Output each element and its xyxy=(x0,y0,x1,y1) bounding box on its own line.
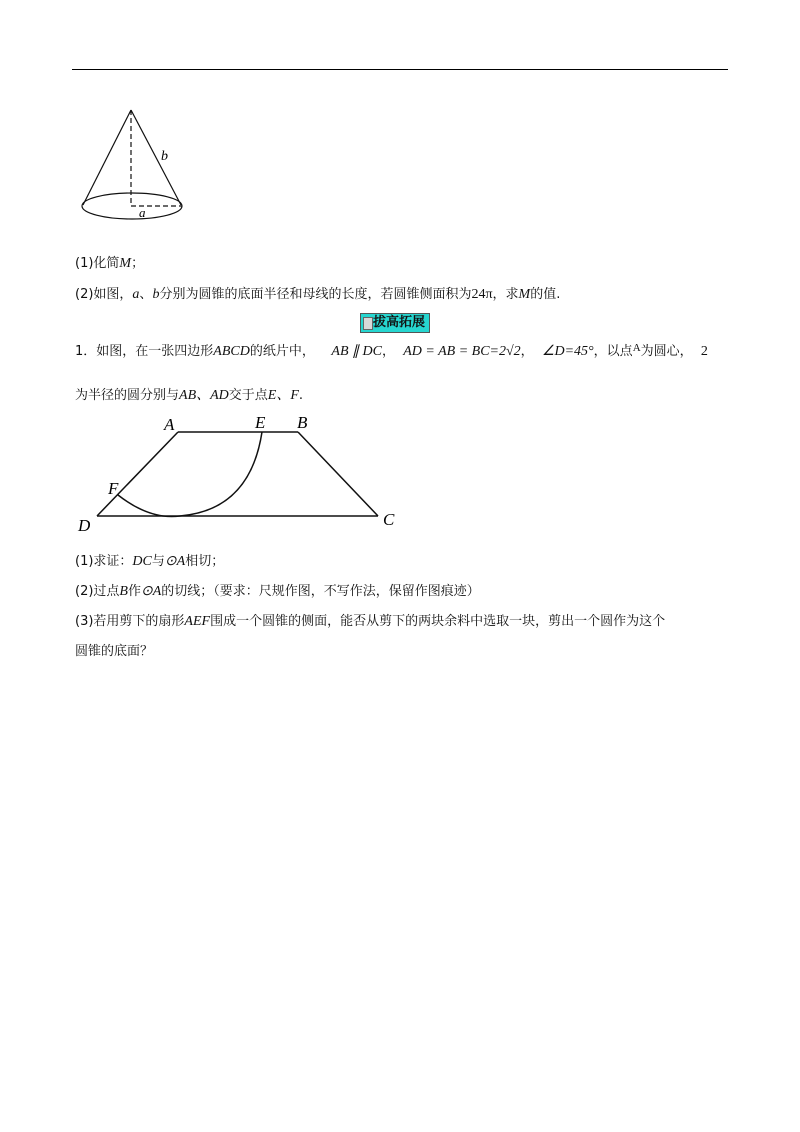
cone-left-edge xyxy=(83,110,131,205)
q1-part-1: (1)求证：DC与⊙A相切； xyxy=(75,554,225,569)
label-F: F xyxy=(108,479,119,498)
q1-line-1: 1．如图，在一张四边形ABCD的纸片中， AB ∥ DC， AD = AB = BC=2√2， ∠D=45°，以点$^A$为圆心， 2 xyxy=(75,342,708,359)
trapezoid-figure xyxy=(70,408,410,538)
q1-line-2: 为半径的圆分别与AB、AD交于点E、F. xyxy=(75,388,304,403)
arc-ef xyxy=(118,432,262,517)
label-E: E xyxy=(255,413,266,432)
side-ad xyxy=(97,432,178,516)
cone-figure xyxy=(76,100,196,228)
side-bc xyxy=(298,432,378,516)
cone-label-b: b xyxy=(161,149,168,164)
label-B: B xyxy=(297,413,308,432)
cone-right-edge xyxy=(131,110,181,205)
label-A: A xyxy=(164,415,175,434)
q1-part-3: (3)若用剪下的扇形AEF围成一个圆锥的侧面，能否从剪下的两块余料中选取一块，剪出一个圆作为这个 xyxy=(75,614,666,629)
q1-part-2: (2)过点B作⊙A的切线；（要求：尺规作图，不写作法，保留作图痕迹） xyxy=(75,584,480,599)
badge-square-icon xyxy=(363,317,373,330)
q1-part-3-cont: 圆锥的底面？ xyxy=(75,644,154,659)
prev-part-2: (2)如图，a、b分别为圆锥的底面半径和母线的长度，若圆锥侧面积为24π，求M的值. xyxy=(75,287,561,302)
label-C: C xyxy=(383,510,395,529)
header-rule xyxy=(72,69,728,70)
prev-part-1: (1)化简M； xyxy=(75,256,145,271)
section-badge: 拔高拓展 xyxy=(360,313,430,333)
cone-label-a: a xyxy=(139,205,146,220)
label-D: D xyxy=(78,516,91,535)
